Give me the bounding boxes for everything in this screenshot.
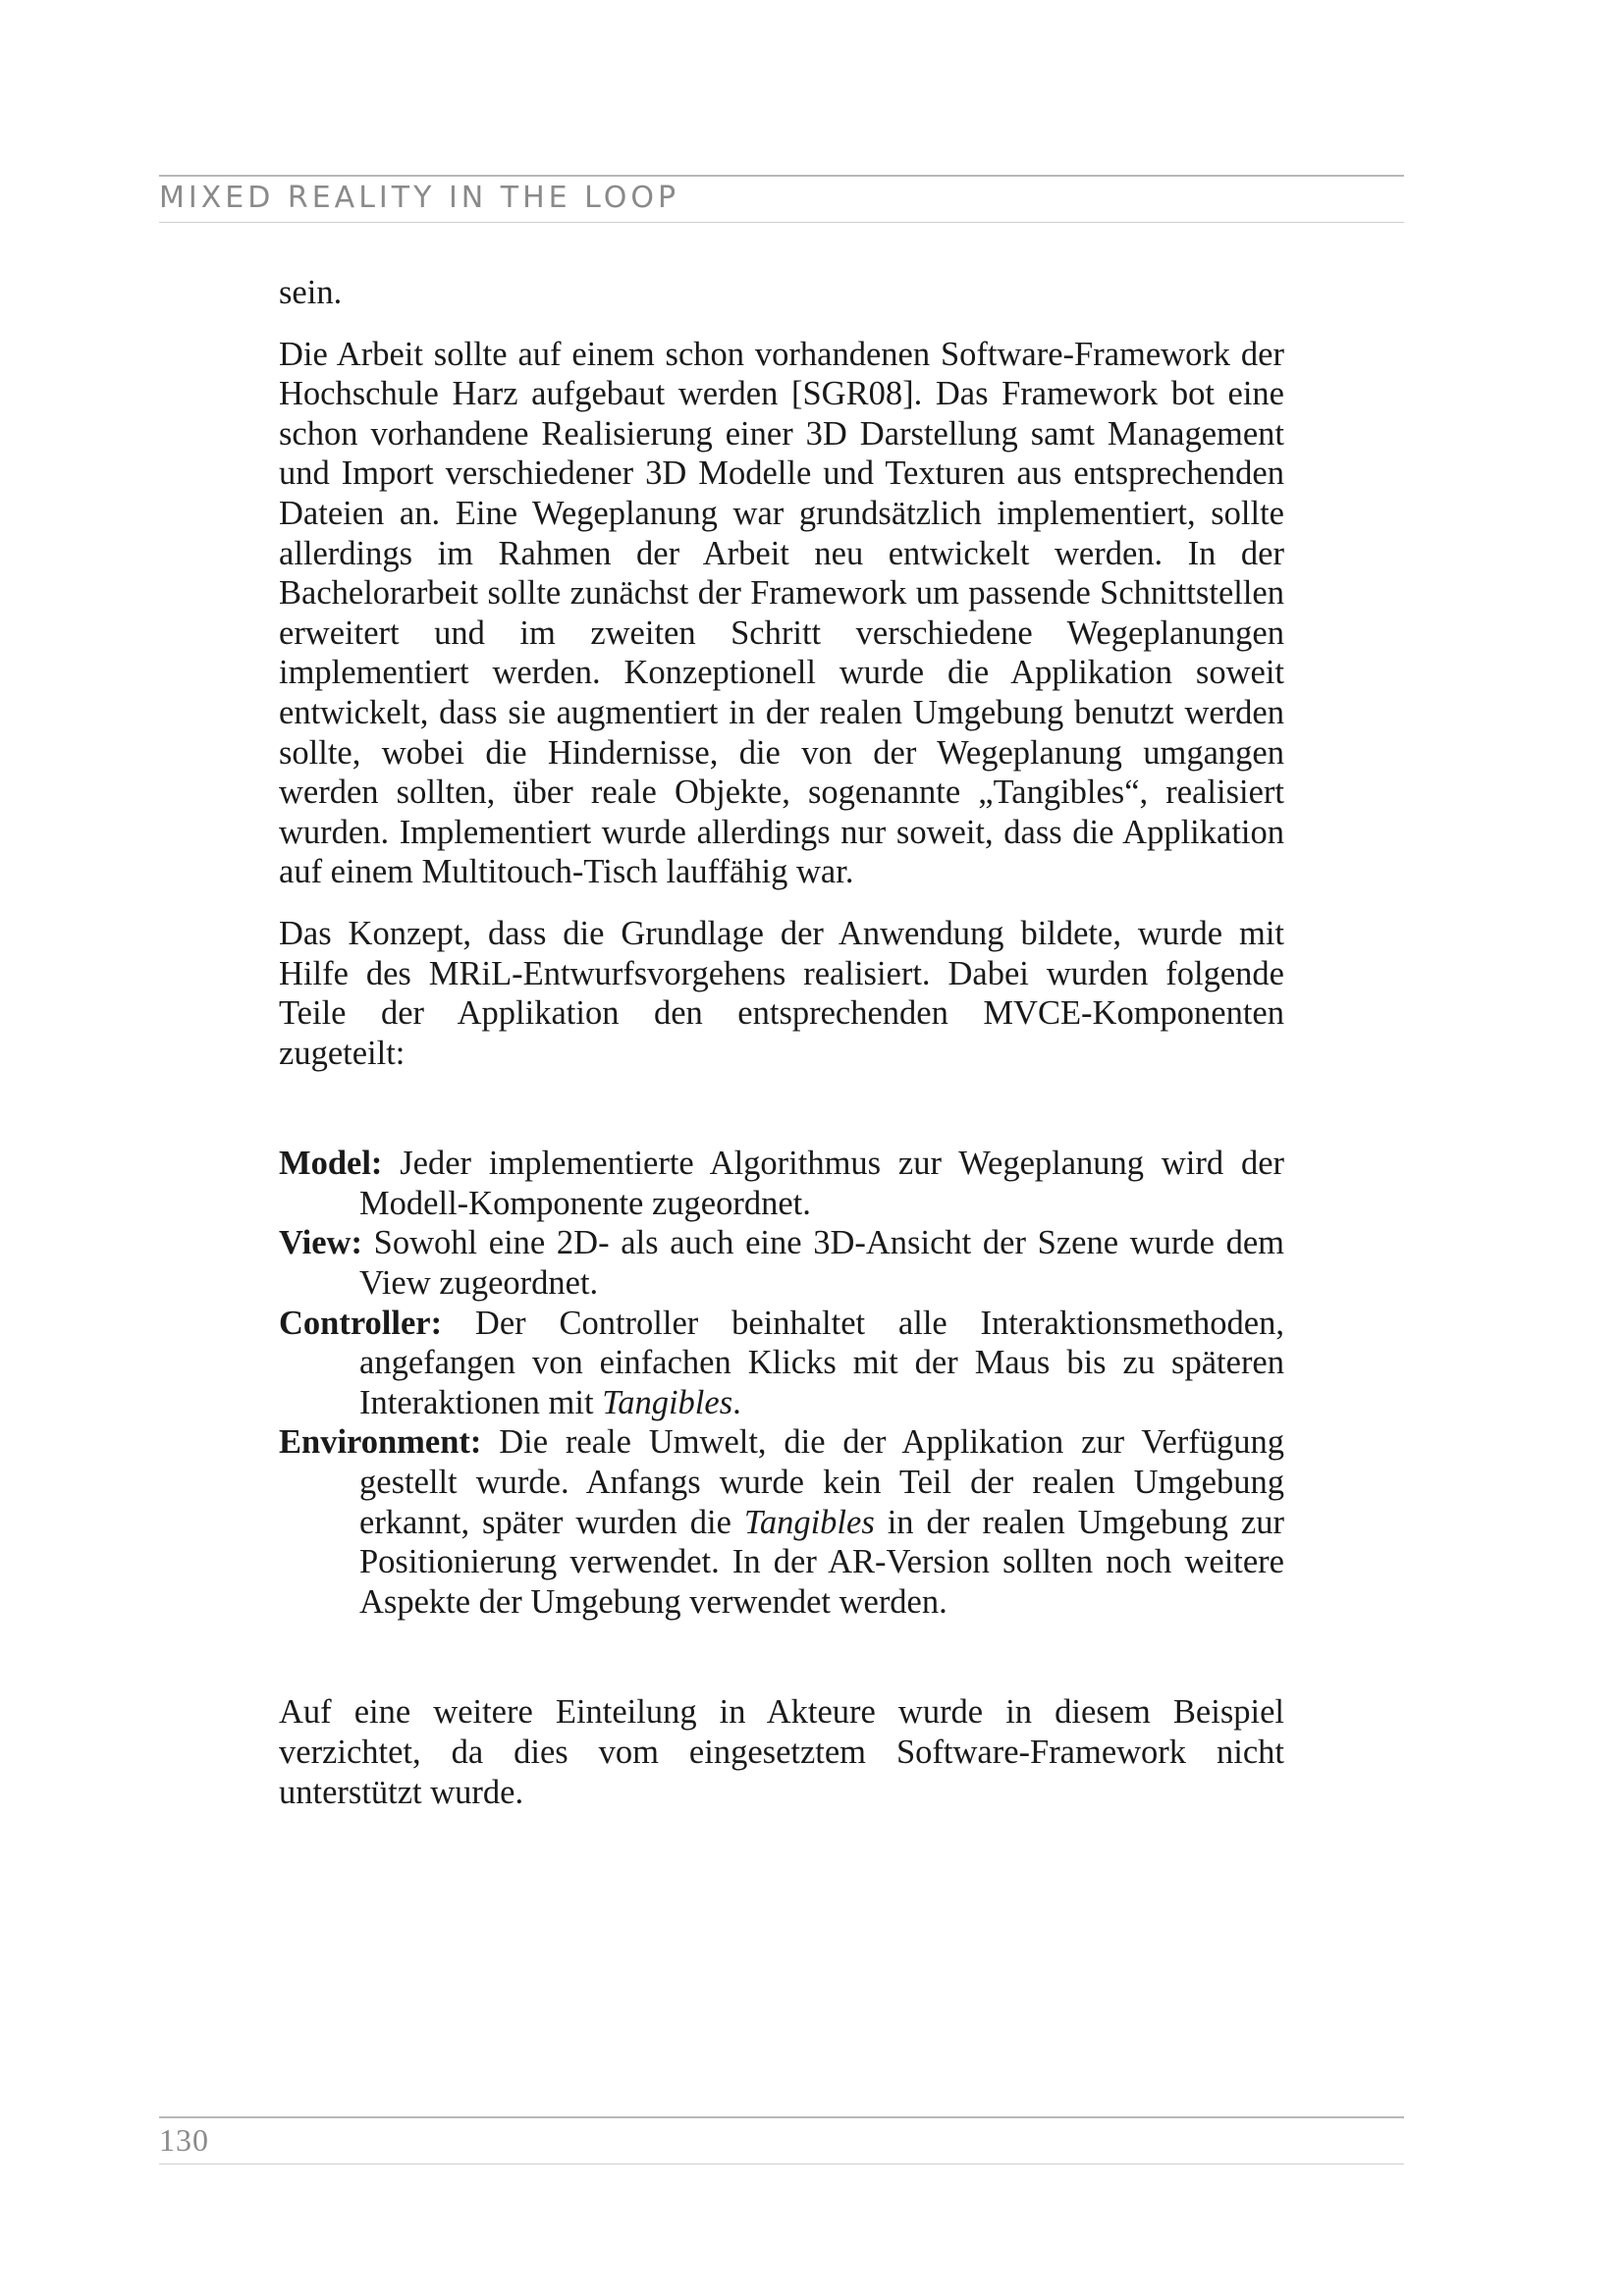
description-environment: Die reale Umwelt, die der Applikation zur Verfügung gestellt wurde. Anfangs wurde kein Teil der realen Umgebung erkannt, später wurden die bbox=[359, 1423, 1284, 1541]
header-rule-top bbox=[159, 175, 1404, 177]
list-item-model bbox=[279, 1144, 1284, 1223]
description-view: Sowohl eine 2D- als auch eine 3D-Ansicht der Szene wurde dem View zugeordnet. bbox=[359, 1224, 1285, 1303]
footer-rule-bottom bbox=[159, 2163, 1404, 2164]
description-controller-end: . bbox=[732, 1383, 741, 1421]
term-model: Model: bbox=[279, 1145, 383, 1183]
page-number: 130 bbox=[159, 2122, 209, 2158]
list-item-view bbox=[279, 1223, 1284, 1303]
emphasis-tangibles: Tangibles bbox=[602, 1383, 733, 1421]
term-environment: Environment: bbox=[279, 1423, 482, 1462]
paragraph-continuation: sein. bbox=[279, 274, 343, 311]
header-rule-bottom bbox=[159, 222, 1404, 223]
list-item-environment bbox=[279, 1422, 1284, 1622]
main-text bbox=[279, 273, 1284, 1812]
term-controller: Controller: bbox=[279, 1304, 443, 1342]
term-view: View: bbox=[279, 1224, 362, 1262]
list-item-controller bbox=[279, 1304, 1284, 1423]
mvce-description-list bbox=[279, 1144, 1284, 1622]
description-model: Jeder implementierte Algorithmus zur Wegeplanung wird der Modell-Komponente zugeordnet. bbox=[359, 1145, 1285, 1222]
description-controller: Der Controller beinhaltet alle Interaktionsmethoden, angefangen von einfachen Klicks mit der Maus bis zu späteren Interaktionen mit bbox=[359, 1304, 1284, 1421]
paragraph-closing: Auf eine weitere Einteilung in Akteure wurde in diesem Beispiel verzichtet, da dies vom eingesetztem Software-Framework nicht unterstützt wurde. bbox=[279, 1693, 1284, 1811]
description-environment-end: in der realen Umgebung zur Positionierung verwendet. In der AR-Version sollten noch weitere Aspekte der Umgebung verwendet werden. bbox=[359, 1503, 1284, 1621]
footer-rule-top bbox=[159, 2116, 1404, 2118]
paragraph-concept: Das Konzept, dass die Grundlage der Anwendung bildete, wurde mit Hilfe des MRiL-Entwurfsvorgehens realisiert. Dabei wurden folgende Teile der Applikation den entsprechenden MVCE-Komponenten zugeteilt: bbox=[279, 914, 1284, 1072]
paragraph-framework: Die Arbeit sollte auf einem schon vorhandenen Software-Framework der Hochschule Harz aufgebaut werden [SGR08]. Das Framework bot eine schon vorhandene Realisierung einer 3D Darstellung samt Management und Import verschiedener 3D Modelle und Texturen aus entsprechenden Dateien an. Eine Wegeplanung war grundsätzlich implementiert, sollte allerdings im Rahmen der Arbeit neu entwickelt werden. In der Bachelorarbeit sollte zunächst der Framework um passende Schnittstellen erweitert und im zweiten Schritt verschiedene Wegeplanungen implementiert werden. Konzeptionell wurde die Applikation soweit entwickelt, dass sie augmentiert in der realen Umgebung benutzt werden sollte, wobei die Hindernisse, die von der Wegeplanung umgangen werden sollten, über reale Objekte, sogenannte „Tangibles“, realisiert wurden. Implementiert wurde allerdings nur soweit, dass die Applikation auf einem Multitouch-Tisch lauffähig war. bbox=[279, 335, 1284, 891]
running-header: MIXED REALITY IN THE LOOP bbox=[159, 181, 680, 215]
emphasis-tangibles: Tangibles bbox=[743, 1503, 875, 1541]
